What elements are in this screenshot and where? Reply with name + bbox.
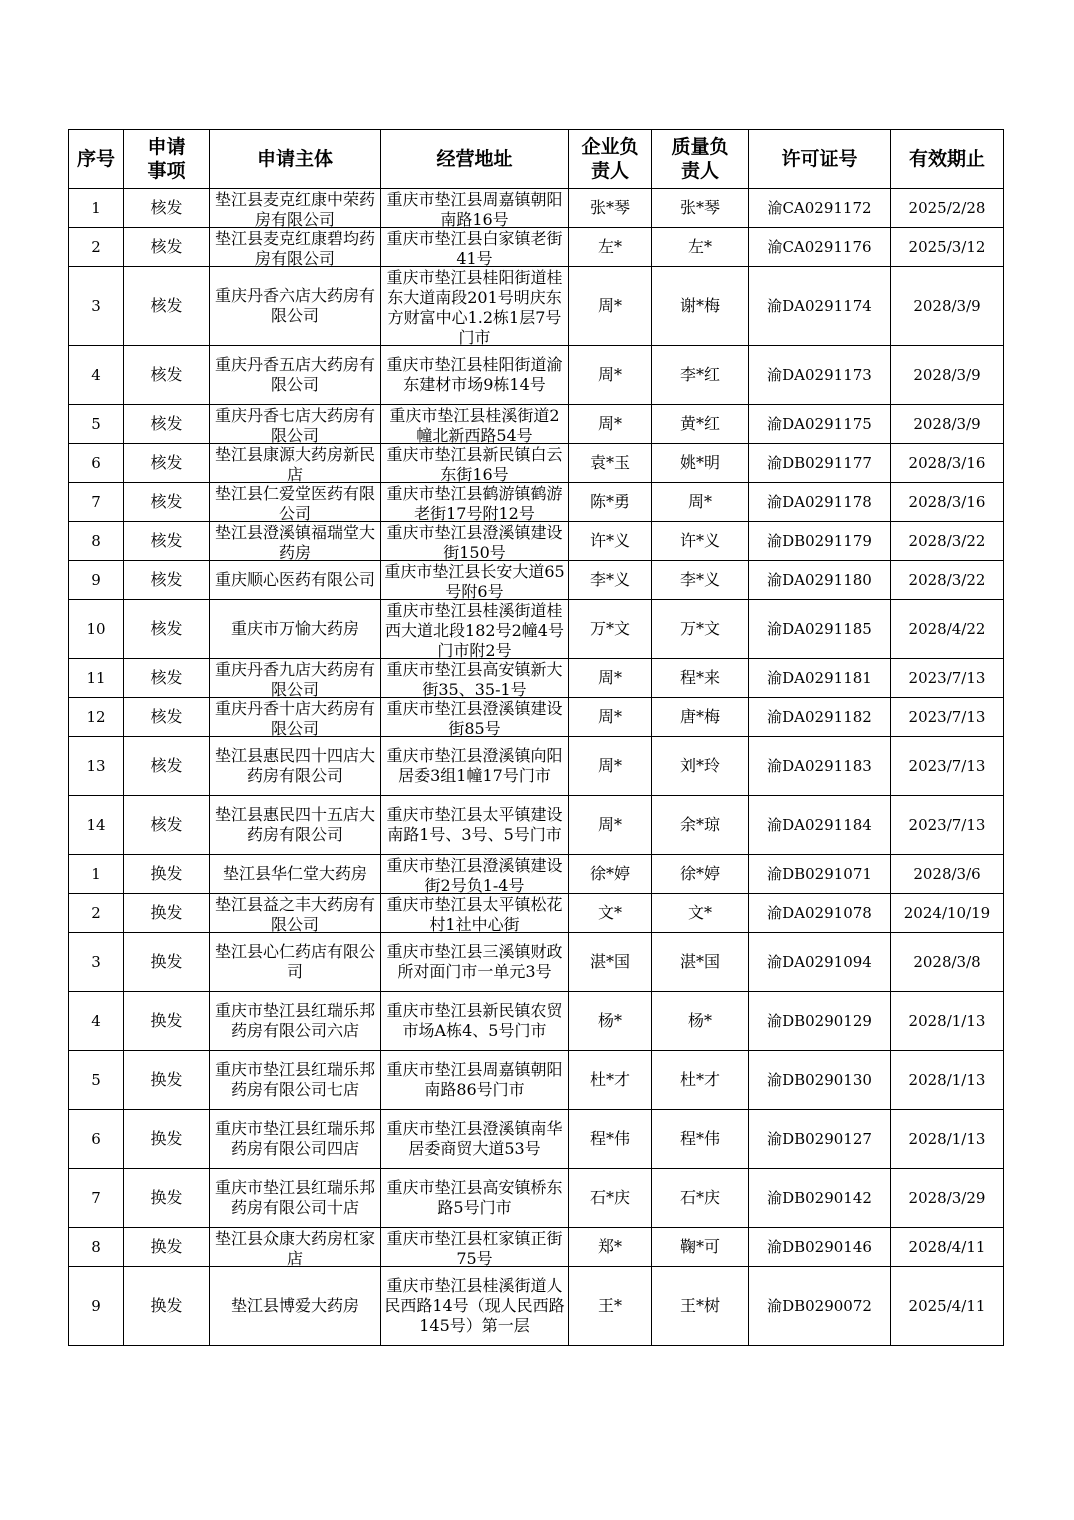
cell-license: 渝DA0291078 — [749, 894, 891, 933]
cell-license: 渝DB0290146 — [749, 1228, 891, 1267]
cell-address — [381, 228, 569, 267]
cell-head: 周* — [569, 737, 652, 796]
cell-license: 渝DA0291173 — [749, 346, 891, 405]
cell-license: 渝DA0291094 — [749, 933, 891, 992]
cell-entity — [210, 444, 381, 483]
cell-entity — [210, 522, 381, 561]
cell-seq: 1 — [69, 855, 124, 894]
cell-address-text: 重庆市垫江县澄溪镇建设街150号 — [386, 522, 563, 560]
table-row — [69, 267, 1004, 346]
cell-head: 周* — [569, 346, 652, 405]
cell-expiry: 2028/4/22 — [891, 600, 1004, 659]
cell-address-text: 重庆市垫江县桂溪街道人民西路14号（现人民西路145号）第一层 — [384, 1276, 565, 1335]
cell-type: 核发 — [124, 444, 210, 483]
cell-entity — [210, 600, 381, 659]
cell-head: 李*义 — [569, 561, 652, 600]
header-type-label: 申请事项 — [147, 136, 186, 182]
cell-address — [381, 894, 569, 933]
license-table — [68, 129, 1004, 1346]
header-license: 许可证号 — [749, 130, 891, 189]
cell-head: 杨* — [569, 992, 652, 1051]
cell-address — [381, 1267, 569, 1346]
cell-head: 文* — [569, 894, 652, 933]
table-row — [69, 444, 1004, 483]
cell-license: 渝CA0291176 — [749, 228, 891, 267]
cell-type: 核发 — [124, 228, 210, 267]
cell-address-text: 重庆市垫江县高安镇新大街35、35-1号 — [386, 659, 563, 697]
cell-expiry: 2028/1/13 — [891, 1110, 1004, 1169]
cell-entity-text: 重庆丹香七店大药房有限公司 — [214, 405, 375, 443]
cell-type: 核发 — [124, 561, 210, 600]
cell-license: 渝DA0291183 — [749, 737, 891, 796]
cell-seq: 5 — [69, 1051, 124, 1110]
table-row — [69, 1169, 1004, 1228]
cell-address — [381, 405, 569, 444]
cell-entity-text: 垫江县仁爱堂医药有限公司 — [214, 483, 375, 521]
cell-seq: 2 — [69, 228, 124, 267]
cell-license: 渝DA0291181 — [749, 659, 891, 698]
cell-expiry: 2028/3/16 — [891, 444, 1004, 483]
cell-seq: 9 — [69, 561, 124, 600]
cell-type: 换发 — [124, 1228, 210, 1267]
table-row — [69, 483, 1004, 522]
cell-address — [381, 1228, 569, 1267]
table-row — [69, 855, 1004, 894]
cell-qa: 许*义 — [652, 522, 749, 561]
cell-address — [381, 444, 569, 483]
cell-license: 渝DA0291180 — [749, 561, 891, 600]
cell-license: 渝DB0291179 — [749, 522, 891, 561]
cell-address-text: 重庆市垫江县高安镇桥东路5号门市 — [386, 1178, 563, 1217]
cell-seq: 9 — [69, 1267, 124, 1346]
cell-qa: 余*琼 — [652, 796, 749, 855]
cell-address — [381, 346, 569, 405]
cell-seq: 7 — [69, 1169, 124, 1228]
cell-license: 渝DA0291182 — [749, 698, 891, 737]
cell-expiry: 2023/7/13 — [891, 659, 1004, 698]
cell-entity-text: 重庆丹香十店大药房有限公司 — [214, 698, 375, 736]
cell-qa: 张*琴 — [652, 189, 749, 228]
cell-entity-text: 垫江县益之丰大药房有限公司 — [214, 894, 375, 932]
cell-type: 换发 — [124, 1051, 210, 1110]
table-row — [69, 189, 1004, 228]
cell-license: 渝DA0291178 — [749, 483, 891, 522]
cell-type: 换发 — [124, 933, 210, 992]
cell-address-text: 重庆市垫江县澄溪镇建设街85号 — [386, 698, 563, 736]
table-row — [69, 561, 1004, 600]
header-address: 经营地址 — [381, 130, 569, 189]
cell-address-text: 重庆市垫江县桂阳街道桂东大道南段201号明庆东方财富中心1.2栋1层7号门市 — [386, 267, 563, 345]
cell-address-text: 重庆市垫江县桂阳街道渝东建材市场9栋14号 — [386, 355, 563, 394]
cell-address-text: 重庆市垫江县杠家镇正街75号 — [386, 1228, 563, 1266]
cell-expiry: 2028/3/29 — [891, 1169, 1004, 1228]
cell-entity — [210, 894, 381, 933]
table-row — [69, 737, 1004, 796]
header-qa-label: 质量负责人 — [671, 136, 729, 182]
cell-license: 渝DB0290129 — [749, 992, 891, 1051]
cell-entity-text: 重庆丹香六店大药房有限公司 — [214, 286, 375, 325]
cell-entity — [210, 228, 381, 267]
header-head-label: 企业负责人 — [581, 136, 639, 182]
cell-type: 核发 — [124, 522, 210, 561]
cell-qa: 杜*才 — [652, 1051, 749, 1110]
cell-entity — [210, 933, 381, 992]
table-row — [69, 405, 1004, 444]
cell-qa: 李*义 — [652, 561, 749, 600]
cell-entity-text: 重庆市垫江县红瑞乐邦药房有限公司四店 — [214, 1119, 375, 1158]
cell-address — [381, 796, 569, 855]
cell-qa: 谢*梅 — [652, 267, 749, 346]
table-row — [69, 522, 1004, 561]
header-expiry: 有效期止 — [891, 130, 1004, 189]
table-row — [69, 1267, 1004, 1346]
table-row — [69, 796, 1004, 855]
cell-qa: 刘*玲 — [652, 737, 749, 796]
header-seq: 序号 — [69, 130, 124, 189]
cell-entity — [210, 1169, 381, 1228]
cell-head: 许*义 — [569, 522, 652, 561]
cell-qa: 鞠*可 — [652, 1228, 749, 1267]
cell-expiry: 2025/2/28 — [891, 189, 1004, 228]
cell-seq: 5 — [69, 405, 124, 444]
table-row — [69, 894, 1004, 933]
cell-address — [381, 483, 569, 522]
cell-address — [381, 855, 569, 894]
cell-head: 陈*勇 — [569, 483, 652, 522]
cell-qa: 徐*婷 — [652, 855, 749, 894]
cell-type: 换发 — [124, 894, 210, 933]
cell-type: 核发 — [124, 600, 210, 659]
cell-expiry: 2028/3/9 — [891, 346, 1004, 405]
cell-type: 换发 — [124, 1110, 210, 1169]
cell-license: 渝DA0291174 — [749, 267, 891, 346]
cell-head: 周* — [569, 796, 652, 855]
table-row — [69, 992, 1004, 1051]
cell-qa: 程*伟 — [652, 1110, 749, 1169]
cell-expiry: 2028/3/22 — [891, 561, 1004, 600]
cell-license: 渝CA0291172 — [749, 189, 891, 228]
cell-type: 核发 — [124, 737, 210, 796]
cell-type: 核发 — [124, 346, 210, 405]
cell-entity-text: 垫江县康源大药房新民店 — [214, 444, 375, 482]
cell-seq: 4 — [69, 346, 124, 405]
cell-seq: 13 — [69, 737, 124, 796]
cell-seq: 11 — [69, 659, 124, 698]
cell-expiry: 2025/3/12 — [891, 228, 1004, 267]
cell-expiry: 2023/7/13 — [891, 796, 1004, 855]
cell-license: 渝DB0290142 — [749, 1169, 891, 1228]
cell-type: 换发 — [124, 855, 210, 894]
cell-entity-text: 垫江县华仁堂大药房 — [222, 864, 367, 883]
cell-entity — [210, 405, 381, 444]
cell-head: 湛*国 — [569, 933, 652, 992]
cell-license: 渝DA0291175 — [749, 405, 891, 444]
cell-seq: 14 — [69, 796, 124, 855]
cell-address-text: 重庆市垫江县澄溪镇向阳居委3组1幢17号门市 — [386, 746, 563, 785]
cell-address — [381, 737, 569, 796]
cell-license: 渝DA0291184 — [749, 796, 891, 855]
cell-address-text: 重庆市垫江县鹤游镇鹤游老街17号附12号 — [386, 483, 563, 521]
cell-head: 周* — [569, 698, 652, 737]
cell-expiry: 2028/3/6 — [891, 855, 1004, 894]
cell-expiry: 2028/3/16 — [891, 483, 1004, 522]
cell-entity-text: 垫江县麦克红康中荣药房有限公司 — [214, 189, 375, 227]
cell-type: 核发 — [124, 659, 210, 698]
table-row — [69, 1110, 1004, 1169]
cell-type: 核发 — [124, 267, 210, 346]
cell-address-text: 重庆市垫江县太平镇松花村1社中心街 — [386, 894, 563, 932]
cell-entity — [210, 855, 381, 894]
cell-seq: 7 — [69, 483, 124, 522]
cell-head: 万*文 — [569, 600, 652, 659]
cell-address — [381, 698, 569, 737]
cell-entity — [210, 796, 381, 855]
cell-entity-text: 重庆丹香五店大药房有限公司 — [214, 355, 375, 394]
cell-address — [381, 267, 569, 346]
cell-entity-text: 垫江县澄溪镇福瑞堂大药房 — [214, 522, 375, 560]
cell-head: 袁*玉 — [569, 444, 652, 483]
table-row — [69, 600, 1004, 659]
cell-seq: 6 — [69, 444, 124, 483]
cell-seq: 1 — [69, 189, 124, 228]
cell-entity — [210, 483, 381, 522]
cell-type: 核发 — [124, 796, 210, 855]
cell-head: 程*伟 — [569, 1110, 652, 1169]
cell-expiry: 2028/3/22 — [891, 522, 1004, 561]
cell-address-text: 重庆市垫江县澄溪镇南华居委商贸大道53号 — [386, 1119, 563, 1158]
header-row — [69, 130, 1004, 189]
cell-type: 核发 — [124, 405, 210, 444]
cell-head: 左* — [569, 228, 652, 267]
cell-qa: 唐*梅 — [652, 698, 749, 737]
cell-expiry: 2028/1/13 — [891, 992, 1004, 1051]
cell-address — [381, 659, 569, 698]
cell-qa: 姚*明 — [652, 444, 749, 483]
cell-seq: 4 — [69, 992, 124, 1051]
cell-head: 徐*婷 — [569, 855, 652, 894]
cell-entity — [210, 992, 381, 1051]
table-row — [69, 1228, 1004, 1267]
cell-address — [381, 522, 569, 561]
cell-address — [381, 600, 569, 659]
cell-qa: 程*来 — [652, 659, 749, 698]
cell-address-text: 重庆市垫江县澄溪镇建设街2号负1-4号 — [386, 855, 563, 893]
cell-address-text: 重庆市垫江县新民镇白云东街16号 — [386, 444, 563, 482]
table-row — [69, 346, 1004, 405]
header-entity: 申请主体 — [210, 130, 381, 189]
cell-address-text: 重庆市垫江县太平镇建设南路1号、3号、5号门市 — [386, 805, 563, 844]
cell-address — [381, 933, 569, 992]
cell-entity — [210, 1267, 381, 1346]
cell-entity-text: 重庆市垫江县红瑞乐邦药房有限公司七店 — [214, 1060, 375, 1099]
cell-license: 渝DB0291071 — [749, 855, 891, 894]
cell-type: 核发 — [124, 698, 210, 737]
cell-seq: 3 — [69, 267, 124, 346]
cell-expiry: 2028/1/13 — [891, 1051, 1004, 1110]
cell-seq: 6 — [69, 1110, 124, 1169]
cell-address — [381, 1169, 569, 1228]
cell-entity-text: 重庆市垫江县红瑞乐邦药房有限公司六店 — [214, 1001, 375, 1040]
cell-head: 石*庆 — [569, 1169, 652, 1228]
cell-type: 换发 — [124, 1169, 210, 1228]
cell-entity-text: 垫江县惠民四十五店大药房有限公司 — [214, 805, 375, 844]
cell-qa: 左* — [652, 228, 749, 267]
cell-expiry: 2023/7/13 — [891, 698, 1004, 737]
cell-entity-text: 重庆市万愉大药房 — [230, 619, 359, 638]
table-body — [69, 189, 1004, 1346]
table-row — [69, 698, 1004, 737]
cell-qa: 黄*红 — [652, 405, 749, 444]
cell-qa: 文* — [652, 894, 749, 933]
cell-address-text: 重庆市垫江县三溪镇财政所对面门市一单元3号 — [386, 942, 563, 981]
cell-address-text: 重庆市垫江县长安大道65号附6号 — [384, 561, 565, 599]
cell-seq: 2 — [69, 894, 124, 933]
cell-type: 核发 — [124, 483, 210, 522]
cell-head: 郑* — [569, 1228, 652, 1267]
cell-qa: 石*庆 — [652, 1169, 749, 1228]
cell-entity — [210, 346, 381, 405]
cell-head: 王* — [569, 1267, 652, 1346]
cell-seq: 10 — [69, 600, 124, 659]
cell-license: 渝DB0291177 — [749, 444, 891, 483]
header-type — [124, 130, 210, 189]
cell-entity — [210, 659, 381, 698]
cell-entity-text: 重庆丹香九店大药房有限公司 — [214, 659, 375, 697]
cell-entity — [210, 1228, 381, 1267]
cell-seq: 3 — [69, 933, 124, 992]
cell-address-text: 重庆市垫江县桂溪街道2幢北新西路54号 — [389, 405, 560, 443]
cell-address — [381, 561, 569, 600]
cell-qa: 杨* — [652, 992, 749, 1051]
cell-license: 渝DB0290127 — [749, 1110, 891, 1169]
cell-entity — [210, 1110, 381, 1169]
cell-license: 渝DB0290072 — [749, 1267, 891, 1346]
header-qa — [652, 130, 749, 189]
cell-address — [381, 1110, 569, 1169]
cell-qa: 万*文 — [652, 600, 749, 659]
cell-type: 换发 — [124, 992, 210, 1051]
cell-expiry: 2028/4/11 — [891, 1228, 1004, 1267]
cell-address-text: 重庆市垫江县白家镇老街41号 — [386, 228, 563, 266]
cell-expiry: 2028/3/9 — [891, 267, 1004, 346]
cell-entity-text: 垫江县心仁药店有限公司 — [214, 942, 375, 981]
cell-seq: 12 — [69, 698, 124, 737]
cell-entity — [210, 561, 381, 600]
cell-address-text: 重庆市垫江县新民镇农贸市场A栋4、5号门市 — [386, 1001, 563, 1040]
cell-license: 渝DB0290130 — [749, 1051, 891, 1110]
cell-expiry: 2025/4/11 — [891, 1267, 1004, 1346]
cell-head: 周* — [569, 405, 652, 444]
cell-license: 渝DA0291185 — [749, 600, 891, 659]
cell-head: 张*琴 — [569, 189, 652, 228]
cell-address — [381, 992, 569, 1051]
cell-entity — [210, 267, 381, 346]
cell-entity-text: 垫江县麦克红康碧均药房有限公司 — [214, 228, 375, 266]
cell-entity-text: 垫江县众康大药房杠家店 — [214, 1228, 375, 1266]
cell-type: 换发 — [124, 1267, 210, 1346]
cell-entity-text: 重庆顺心医药有限公司 — [214, 570, 375, 589]
cell-head: 周* — [569, 659, 652, 698]
table-row — [69, 659, 1004, 698]
cell-entity-text: 垫江县博爱大药房 — [230, 1296, 359, 1315]
cell-expiry: 2028/3/9 — [891, 405, 1004, 444]
cell-expiry: 2023/7/13 — [891, 737, 1004, 796]
cell-expiry: 2024/10/19 — [891, 894, 1004, 933]
cell-address-text: 重庆市垫江县周嘉镇朝阳南路16号 — [386, 189, 563, 227]
cell-entity — [210, 1051, 381, 1110]
cell-type: 核发 — [124, 189, 210, 228]
cell-seq: 8 — [69, 1228, 124, 1267]
cell-seq: 8 — [69, 522, 124, 561]
cell-entity — [210, 189, 381, 228]
cell-head: 杜*才 — [569, 1051, 652, 1110]
cell-address-text: 重庆市垫江县周嘉镇朝阳南路86号门市 — [386, 1060, 563, 1099]
cell-entity — [210, 698, 381, 737]
cell-entity-text: 重庆市垫江县红瑞乐邦药房有限公司十店 — [214, 1178, 375, 1217]
header-head — [569, 130, 652, 189]
cell-qa: 周* — [652, 483, 749, 522]
table-row — [69, 228, 1004, 267]
cell-entity — [210, 737, 381, 796]
cell-qa: 李*红 — [652, 346, 749, 405]
table-row — [69, 933, 1004, 992]
cell-address — [381, 1051, 569, 1110]
cell-entity-text: 垫江县惠民四十四店大药房有限公司 — [214, 746, 375, 785]
cell-qa: 湛*国 — [652, 933, 749, 992]
cell-head: 周* — [569, 267, 652, 346]
table-row — [69, 1051, 1004, 1110]
cell-qa: 王*树 — [652, 1267, 749, 1346]
cell-address-text: 重庆市垫江县桂溪街道桂西大道北段182号2幢4号门市附2号 — [385, 600, 564, 658]
cell-address — [381, 189, 569, 228]
cell-expiry: 2028/3/8 — [891, 933, 1004, 992]
